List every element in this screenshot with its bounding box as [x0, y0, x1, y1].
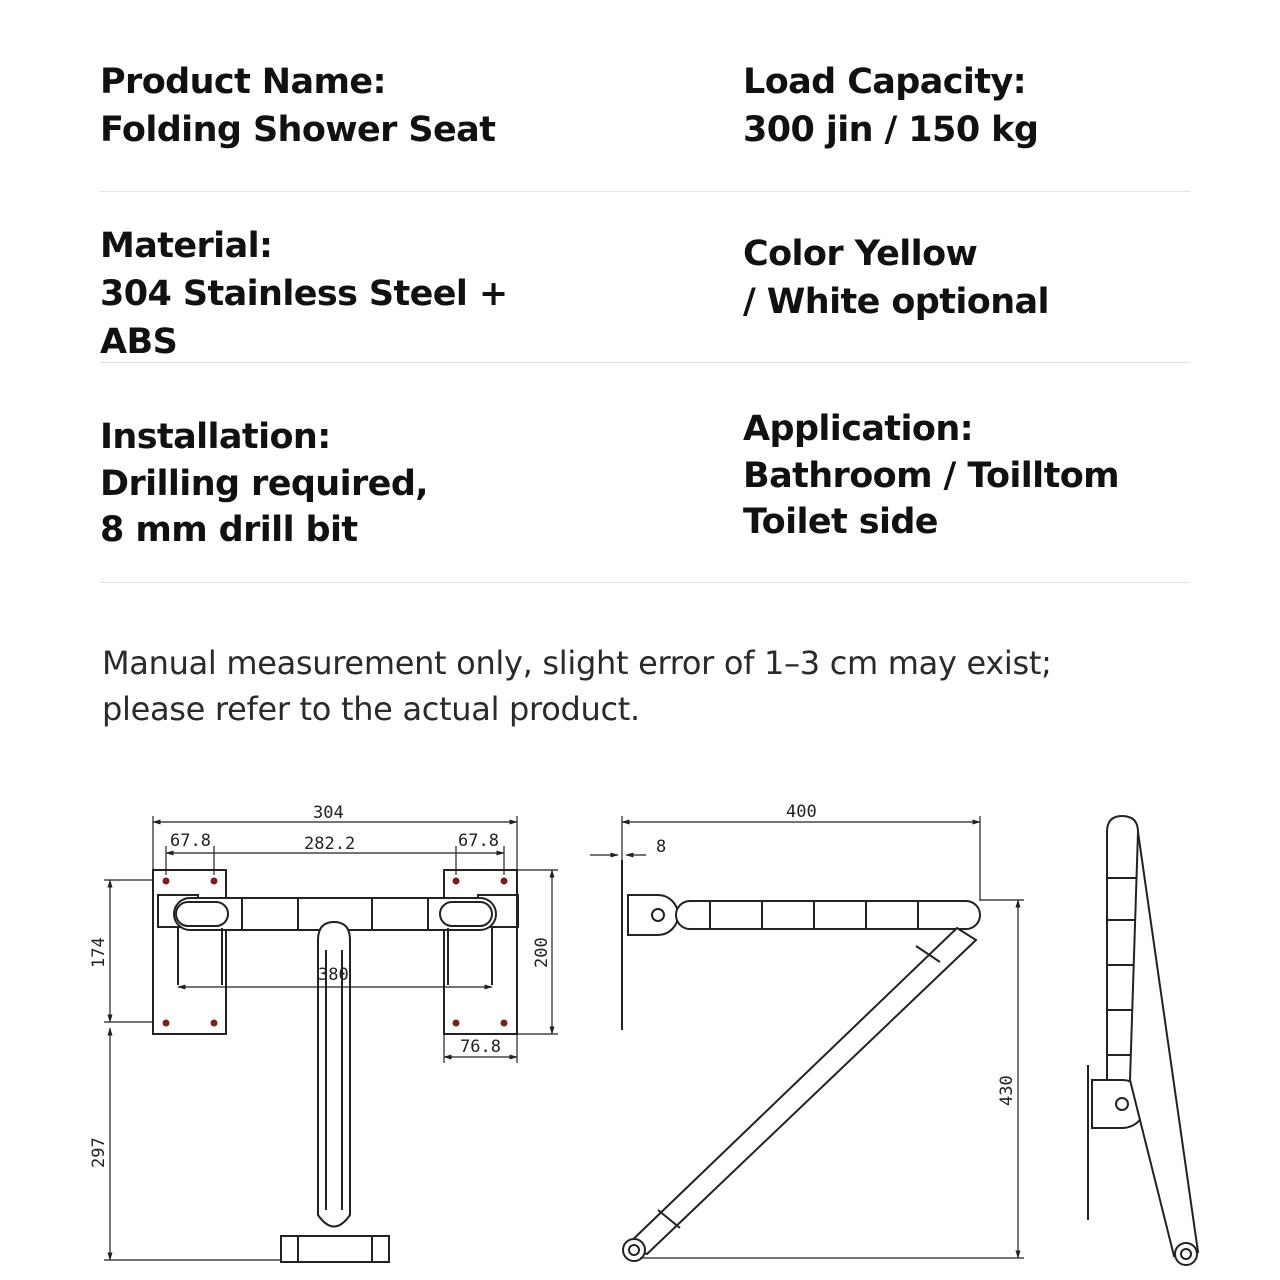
side-view-folded	[1088, 816, 1198, 1265]
dim-leg-height: 297	[89, 1137, 109, 1168]
dim-wall-gap: 8	[656, 837, 667, 857]
spec-value: Drilling required, 8 mm drill bit	[100, 464, 428, 550]
spec-label: Load Capacity:	[743, 62, 1027, 102]
measurement-note	[102, 640, 1202, 732]
spec-value: Bathroom / Toilltom Toilet side	[743, 456, 1120, 542]
dim-plate-width: 76.8	[460, 1037, 501, 1057]
spec-label: Product Name:	[100, 62, 386, 102]
dim-bracket-height: 200	[532, 937, 552, 968]
spec-value: Color Yellow / White optional	[743, 234, 1049, 322]
dim-right-offset: 67.8	[458, 831, 499, 851]
spec-value: 304 Stainless Steel + ABS	[100, 274, 508, 362]
dim-plate-height: 174	[89, 937, 109, 968]
dim-width: 304	[313, 803, 344, 823]
side-dimensions	[590, 816, 1024, 1258]
seat-side	[676, 901, 980, 929]
dim-height: 430	[997, 1075, 1017, 1106]
spec-installation	[100, 363, 550, 582]
side-view-open	[622, 860, 980, 1261]
spec-label: Application:	[743, 409, 974, 449]
spec-label: Material:	[100, 226, 273, 266]
spec-row	[100, 58, 1190, 192]
folded-leg	[1130, 832, 1198, 1256]
spec-application	[743, 363, 1190, 582]
spec-table	[100, 58, 1190, 583]
spec-label: Installation:	[100, 417, 331, 457]
front-view	[153, 870, 518, 1262]
dim-inner-width: 282.2	[304, 834, 356, 854]
note-line: please refer to the actual product.	[102, 690, 640, 728]
diagonal-leg	[624, 928, 976, 1254]
spec-load-capacity	[743, 58, 1190, 191]
technical-drawing	[0, 760, 1280, 1280]
spec-product-name	[100, 58, 550, 191]
spec-value: 300 jin / 150 kg	[743, 110, 1039, 150]
dim-left-offset: 67.8	[170, 831, 211, 851]
spec-material	[100, 192, 550, 362]
spec-value: Folding Shower Seat	[100, 110, 496, 150]
spec-color	[743, 192, 1190, 362]
dim-depth: 400	[786, 802, 817, 822]
spec-row	[100, 363, 1190, 583]
spec-row	[100, 192, 1190, 363]
dim-hole-spacing: 380	[318, 965, 349, 985]
note-line: Manual measurement only, slight error of 1–3 cm may exist;	[102, 644, 1052, 682]
